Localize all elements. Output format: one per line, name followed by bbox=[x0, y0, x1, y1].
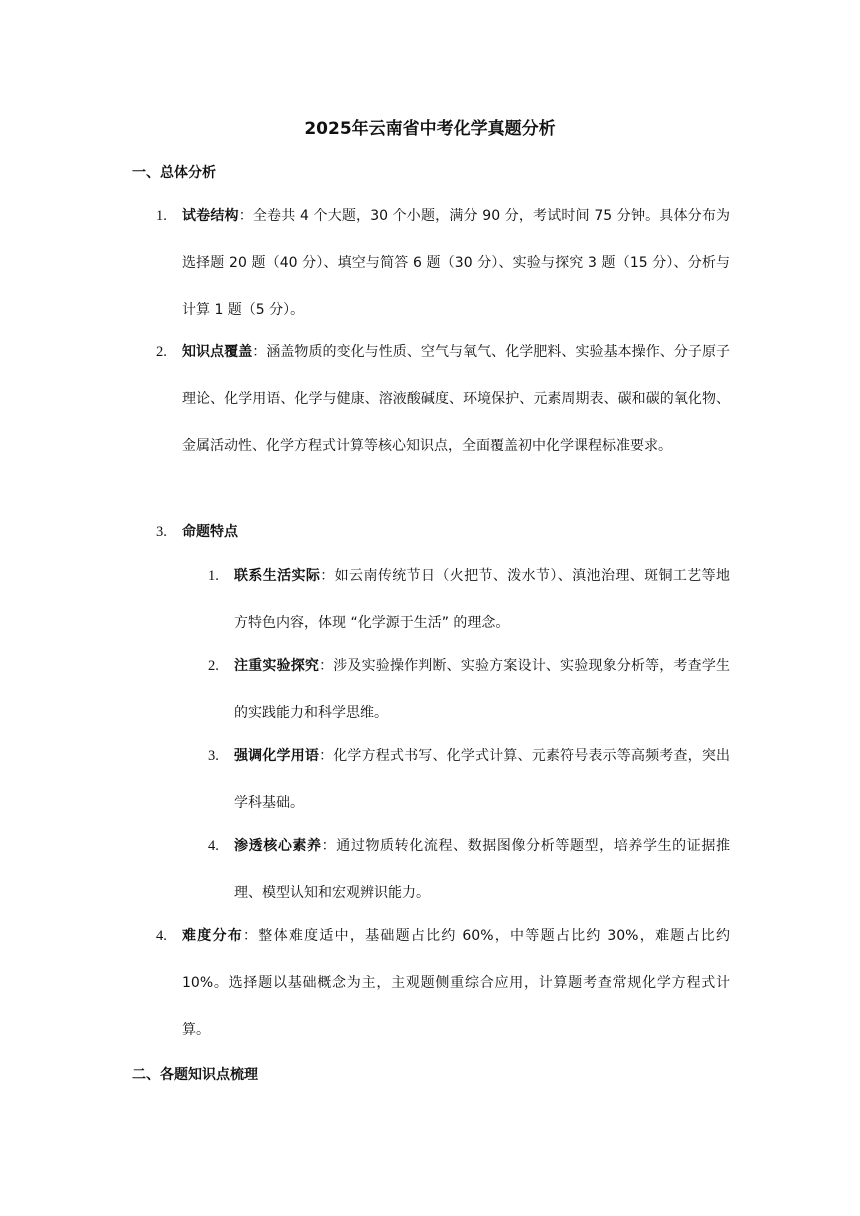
list-number: 2. bbox=[156, 344, 167, 360]
item-label: 难度分布 bbox=[182, 928, 244, 944]
sub-list-item-chemical-terms bbox=[208, 733, 731, 827]
list-number: 3. bbox=[208, 748, 219, 764]
sub-list-item-core-literacy bbox=[208, 823, 731, 917]
list-item-paper-structure bbox=[156, 193, 730, 334]
item-text: ：涵盖物质的变化与性质、空气与氧气、化学肥料、实验基本操作、分子原子理论、化学用语、化学与健康、溶液酸碱度、环境保护、元素周期表、碳和碳的氧化物、金属活动性、化学方程式计算等核心知识点，全面覆盖初中化学课程标准要求。 bbox=[182, 344, 731, 454]
item-label: 注重实验探究 bbox=[234, 658, 320, 674]
document-title: 2025年云南省中考化学真题分析 bbox=[304, 119, 556, 139]
item-label: 渗透核心素养 bbox=[234, 838, 322, 854]
section-heading-overall-analysis: 一、总体分析 bbox=[132, 165, 216, 181]
sub-list-item-experiment-inquiry bbox=[208, 643, 731, 737]
item-label: 联系生活实际 bbox=[234, 568, 321, 584]
item-text: ：涉及实验操作判断、实验方案设计、实验现象分析等，考查学生的实践能力和科学思维。 bbox=[234, 658, 731, 721]
list-number: 4. bbox=[208, 838, 219, 854]
sub-list-item-real-life bbox=[208, 553, 731, 647]
item-text: ：通过物质转化流程、数据图像分析等题型，培养学生的证据推理、模型认知和宏观辨识能力。 bbox=[234, 838, 731, 901]
list-item-difficulty-distribution bbox=[156, 913, 730, 1054]
item-label: 知识点覆盖 bbox=[182, 344, 253, 360]
list-number: 1. bbox=[208, 568, 219, 584]
item-text: ：如云南传统节日（火把节、泼水节）、滇池治理、斑铜工艺等地方特色内容，体现 “化学源于生活” 的理念。 bbox=[234, 568, 731, 631]
list-item-question-features bbox=[156, 509, 730, 556]
item-label: 强调化学用语 bbox=[234, 748, 320, 764]
item-label: 试卷结构 bbox=[182, 208, 239, 224]
item-text: ：整体难度适中，基础题占比约 60%，中等题占比约 30%，难题占比约 10%。选择题以基础概念为主，主观题侧重综合应用，计算题考查常规化学方程式计算。 bbox=[182, 928, 730, 1038]
item-text: ：化学方程式书写、化学式计算、元素符号表示等高频考查，突出学科基础。 bbox=[234, 748, 731, 811]
list-number: 2. bbox=[208, 658, 219, 674]
item-text: ：全卷共 4 个大题，30 个小题，满分 90 分，考试时间 75 分钟。具体分布为选择题 20 题（40 分）、填空与简答 6 题（30 分）、实验与探究 3 题（15 分）、分析与计算 1 题（5 分）。 bbox=[182, 208, 730, 318]
list-number: 1. bbox=[156, 208, 167, 224]
list-item-knowledge-coverage bbox=[156, 329, 731, 470]
item-label: 命题特点 bbox=[182, 524, 238, 540]
list-number: 3. bbox=[156, 524, 167, 540]
list-number: 4. bbox=[156, 928, 167, 944]
section-heading-knowledge-points: 二、各题知识点梳理 bbox=[132, 1067, 258, 1083]
